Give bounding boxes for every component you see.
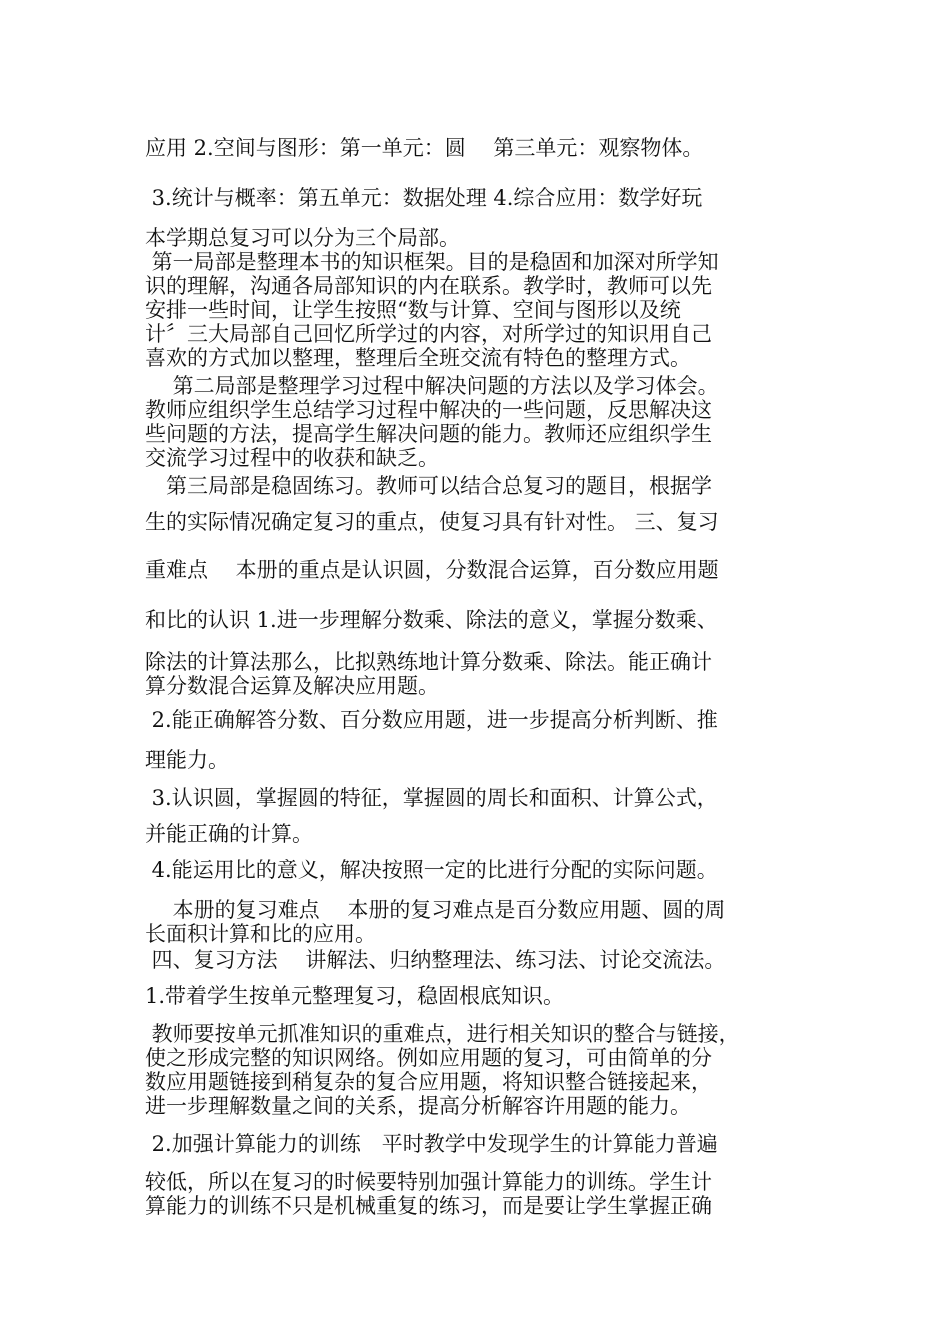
text-line: 较低，所以在复习的时候要特别加强计算能力的训练。学生计 xyxy=(145,1170,712,1194)
text-line: 安排一些时间，让学生按照“数与计算、空间与图形以及统 xyxy=(145,298,681,322)
text-line: 和比的认识 1.进一步理解分数乘、除法的意义，掌握分数乘、 xyxy=(145,608,718,632)
text-line: 教师应组织学生总结学习过程中解决的一些问题，反思解决这 xyxy=(145,398,712,422)
text-line: 教师要按单元抓准知识的重难点，进行相关知识的整合与链接， xyxy=(145,1022,740,1046)
text-line: 数应用题链接到稍复杂的复合应用题，将知识整合链接起来， xyxy=(145,1070,712,1094)
text-line: 生的实际情况确定复习的重点，使复习具有针对性。 三、复习 xyxy=(145,510,719,534)
text-line: 算分数混合运算及解决应用题。 xyxy=(145,674,439,698)
text-line: 3.统计与概率：第五单元：数据处理 4.综合应用：数学好玩 xyxy=(145,186,703,210)
text-line: 除法的计算法那么，比拟熟练地计算分数乘、除法。能正确计 xyxy=(145,650,712,674)
text-line: 第二局部是整理学习过程中解决问题的方法以及学习体会。 xyxy=(145,374,719,398)
text-line: 并能正确的计算。 xyxy=(145,822,313,846)
text-line: 喜欢的方式加以整理，整理后全班交流有特色的整理方式。 xyxy=(145,346,691,370)
text-line: 交流学习过程中的收获和缺乏。 xyxy=(145,446,439,470)
text-line: 些问题的方法，提高学生解决问题的能力。教师还应组织学生 xyxy=(145,422,712,446)
text-line: 本学期总复习可以分为三个局部。 xyxy=(145,226,460,250)
text-line: 第三局部是稳固练习。教师可以结合总复习的题目，根据学 xyxy=(145,474,712,498)
text-line: 1.带着学生按单元整理复习，稳固根底知识。 xyxy=(145,984,565,1008)
text-line: 进一步理解数量之间的关系，提高分析解容许用题的能力。 xyxy=(145,1094,691,1118)
text-line: 使之形成完整的知识网络。例如应用题的复习，可由简单的分 xyxy=(145,1046,712,1070)
text-line: 本册的复习难点 本册的复习难点是百分数应用题、圆的周 xyxy=(145,898,726,922)
text-line: 2.加强计算能力的训练 平时教学中发现学生的计算能力普遍 xyxy=(145,1132,718,1156)
text-line: 2.能正确解答分数、百分数应用题，进一步提高分析判断、推 xyxy=(145,708,718,732)
text-line: 识的理解，沟通各局部知识的内在联系。教学时，教师可以先 xyxy=(145,274,712,298)
text-line: 算能力的训练不只是机械重复的练习，而是要让学生掌握正确 xyxy=(145,1194,712,1218)
text-line: 应用 2.空间与图形：第一单元：圆 第三单元：观察物体。 xyxy=(145,136,704,160)
text-line: 理能力。 xyxy=(145,748,229,772)
text-line: 重难点 本册的重点是认识圆，分数混合运算，百分数应用题 xyxy=(145,558,719,582)
text-line: 计〞三大局部自己回忆所学过的内容，对所学过的知识用自己 xyxy=(145,322,712,346)
text-line: 四、复习方法 讲解法、归纳整理法、练习法、讨论交流法。 xyxy=(145,948,726,972)
text-line: 第一局部是整理本书的知识框架。目的是稳固和加深对所学知 xyxy=(145,250,719,274)
text-line: 4.能运用比的意义，解决按照一定的比进行分配的实际问题。 xyxy=(145,858,718,882)
text-line: 长面积计算和比的应用。 xyxy=(145,922,376,946)
text-line: 3.认识圆，掌握圆的特征，掌握圆的周长和面积、计算公式， xyxy=(145,786,718,810)
